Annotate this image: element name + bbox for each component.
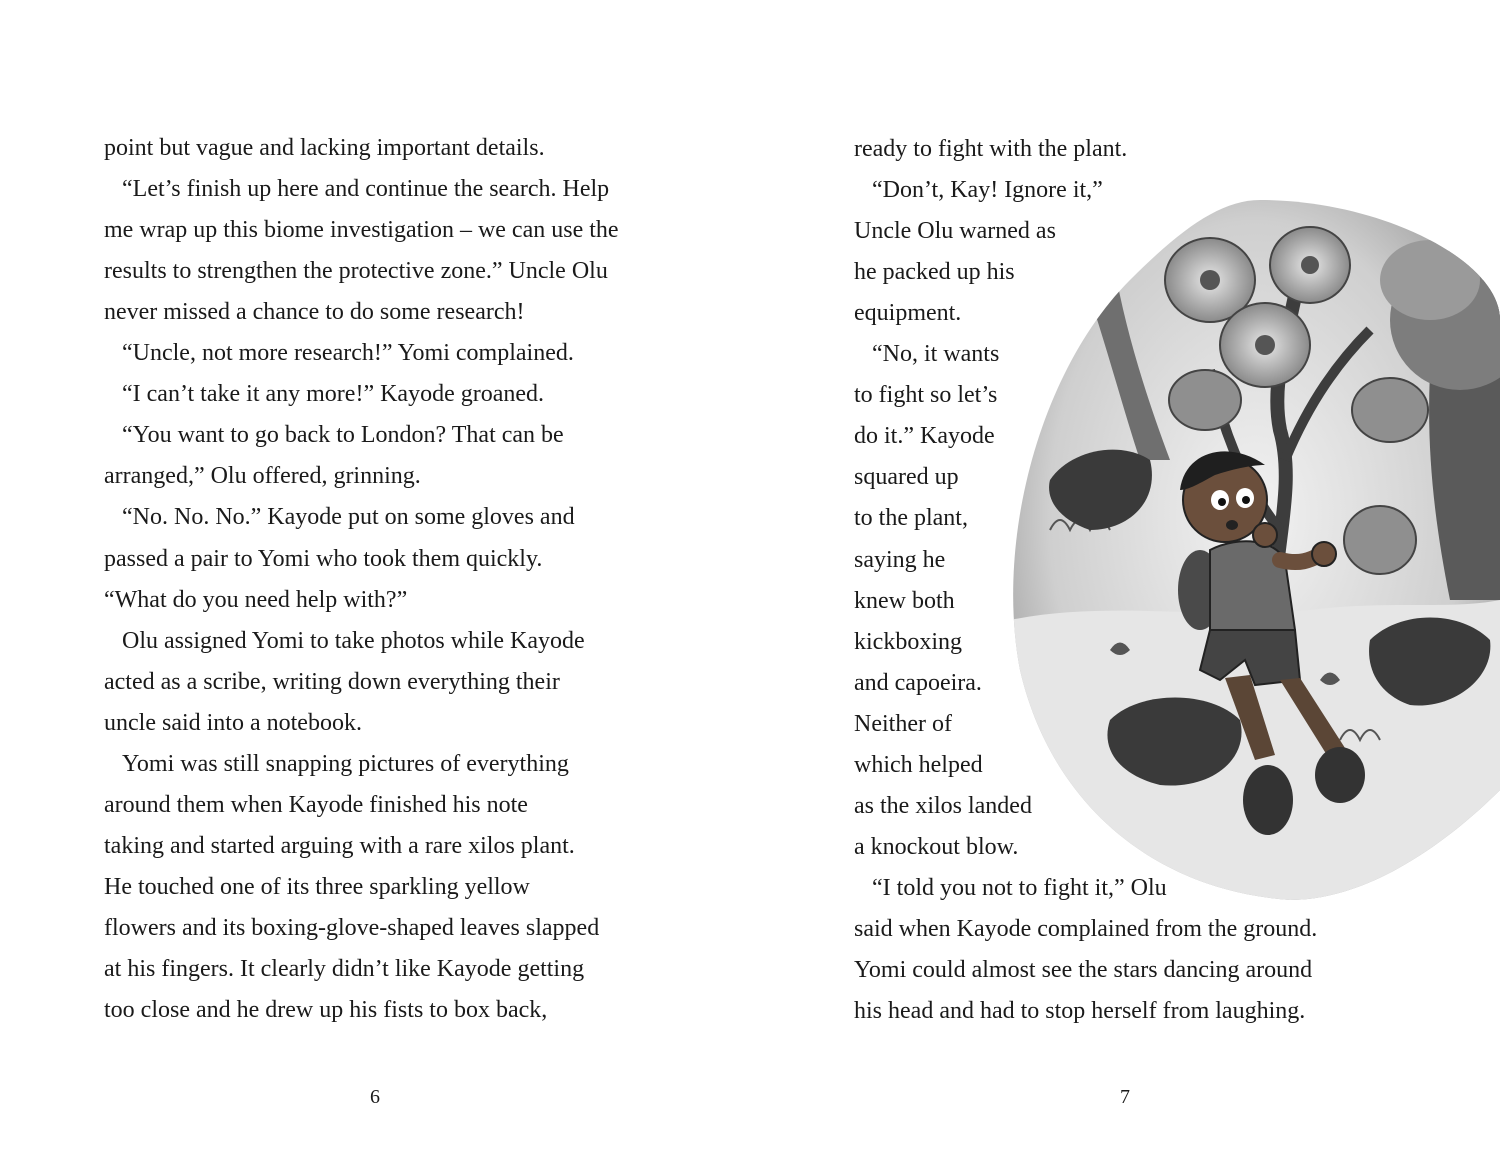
right-page-line: and capoeira. [854, 669, 982, 696]
left-page-line: “No. No. No.” Kayode put on some gloves and [104, 504, 575, 531]
right-page-line: Neither of [854, 710, 952, 737]
left-page-line: flowers and its boxing-glove-shaped leaves slapped [104, 914, 600, 941]
right-page-line: squared up [854, 464, 959, 491]
left-page-line: around them when Kayode finished his note [104, 791, 528, 818]
right-page-line: saying he [854, 546, 946, 573]
right-page-line: to the plant, [854, 505, 968, 532]
left-page-line: too close and he drew up his fists to box back, [104, 997, 548, 1024]
right-page-line: a knockout blow. [854, 833, 1019, 860]
right-page-line: “No, it wants [854, 341, 1000, 368]
right-page-line: knew both [854, 587, 955, 614]
left-page-line: never missed a chance to do some research! [104, 299, 525, 326]
left-page-line: “What do you need help with?” [104, 586, 408, 613]
right-page-line: said when Kayode complained from the ground. [854, 915, 1318, 942]
right-page-line: as the xilos landed [854, 792, 1032, 819]
left-page-line: point but vague and lacking important details. [104, 135, 545, 161]
left-page-line: passed a pair to Yomi who took them quickly. [104, 545, 543, 572]
left-page-line: “You want to go back to London? That can be [104, 422, 564, 449]
left-page-line: me wrap up this biome investigation – we can use the [104, 217, 619, 244]
right-page-line: which helped [854, 751, 983, 778]
right-page-line: Uncle Olu warned as [854, 218, 1056, 245]
right-page-line: equipment. [854, 300, 962, 327]
left-page-line: at his fingers. It clearly didn’t like Kayode getting [104, 956, 585, 982]
right-page-line: ready to fight with the plant. [854, 136, 1128, 162]
right-page-line: Yomi could almost see the stars dancing around [854, 957, 1313, 983]
right-page-line: “Don’t, Kay! Ignore it,” [854, 177, 1103, 204]
right-page-line: kickboxing [854, 628, 962, 655]
page-number-right: 7 [1120, 1086, 1130, 1108]
page-number-left: 6 [370, 1086, 380, 1108]
left-page-line: Olu assigned Yomi to take photos while Kayode [104, 627, 585, 654]
left-page-line: taking and started arguing with a rare xilos plant. [104, 832, 575, 859]
left-page-line: “I can’t take it any more!” Kayode groaned. [104, 381, 545, 408]
left-page-line: “Let’s finish up here and continue the search. Help [104, 176, 610, 203]
right-page-line: “I told you not to fight it,” Olu [854, 874, 1167, 901]
right-page-line: he packed up his [854, 259, 1015, 286]
left-page-line: “Uncle, not more research!” Yomi complained. [104, 340, 574, 367]
right-page-line: do it.” Kayode [854, 423, 995, 450]
left-page-line: acted as a scribe, writing down everything their [104, 668, 560, 695]
left-page-line: He touched one of its three sparkling yellow [104, 873, 530, 900]
right-page-line: his head and had to stop herself from laughing. [854, 998, 1306, 1025]
left-page-line: arranged,” Olu offered, grinning. [104, 463, 421, 490]
left-page-line: uncle said into a notebook. [104, 709, 362, 736]
right-page-line: to fight so let’s [854, 382, 998, 409]
boy-fighting-plant-illustration [1010, 200, 1500, 900]
left-page-line: Yomi was still snapping pictures of everything [104, 750, 569, 777]
left-page-line: results to strengthen the protective zone.” Uncle Olu [104, 258, 608, 285]
